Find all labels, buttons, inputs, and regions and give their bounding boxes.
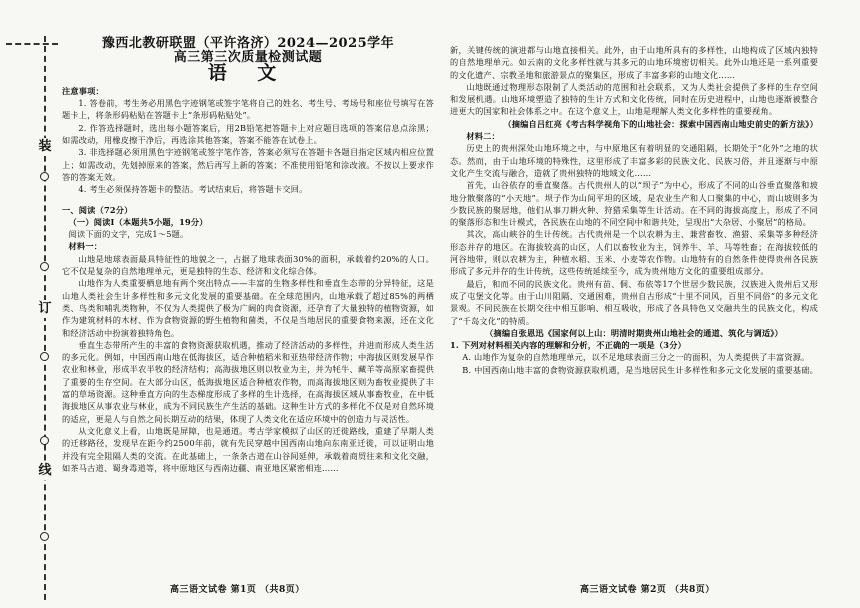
right-column	[450, 44, 818, 376]
binding-hole-icon	[40, 352, 49, 361]
passage-paragraph: 其次，高山峡谷的生计传统。古代贵州是一个以农耕为主、兼营畜牧、渔猎、采集等多种经济形态并存的地区。在海拔较高的山区，人们以畜牧业为主，饲养牛、羊、马等牲畜；在海拔较低的河谷地带，则以农耕为主，种植水稻、玉米、小麦等农作物。山地特有的自然条件使得贵州各民族形成了多元并存的生计传统，这些传统延续至今，成为贵州地方文化的重要组成部分。	[450, 229, 818, 277]
passage-paragraph: 垂直生态带所产生的丰富的食物资源获取机遇，推动了经济活动的多样性，并进而形成人类生活的多元化。例如，中国西南山地在低海拔区，适合种植稻米和亚热带经济作物；中海拔区则发展旱作农业和林业，形成半农半牧的经济结构；高海拔地区则以牧业为主，并为牦牛、藏羊等高原家畜提供了重要的生存空间。在大部分山区，低海拔地区适合种植农作物，而高海拔地区则为畜牧业提供了丰富的草场资源。这种垂直方向的生态梯度形成了多样的生计选择，在高海拔区域从事畜牧业，在中低海拔地区从事农业与林业，成为不同民族生产生活的基础。这种生计方式的多样化不仅是对自然环境的适应，更是人与自然之间长期互动的结果，体现了人类文化在适应环境中的创造力与灵活性。	[62, 339, 434, 424]
question-option: A. 山地作为复杂的自然地理单元，以不足地球表面三分之一的面积，为人类提供了丰富资源。	[462, 352, 810, 363]
passage-paragraph: 首先，山谷依存的垂直聚落。古代贵州人的以“坝子”为中心，形成了不同的山谷垂直聚落和坡地分散聚落的“小天地”。坝子作为山间平坦的区域，是农业生产和人口聚集的中心，而山坡则多为少数民族的聚居地，他们从事刀耕火种、狩猎采集等生计活动。在不同的海拔高度上，形成了不同的聚落形态和生计模式，各民族在山地的不同空间中和谐共处，呈现出“大杂居、小聚居”的格局。	[450, 180, 818, 228]
reading-instruction: 阅读下面的文字，完成1～5题。	[68, 229, 189, 240]
section-title: 一、阅读（72分）	[62, 204, 133, 215]
passage-paragraph: 历史上的贵州深处山地环境之中，与中原地区有着明显的交通阻隔，长期处于“化外”之地的状态。然而，由于山地环境的特殊性，这里形成了丰富多彩的民族文化、民族习俗，并且逐渐与中原文化产生交流与融合，造就了贵州独特的地域文化……	[450, 143, 818, 178]
page-footer-left: 高三语文试卷 第1页 （共8页）	[170, 585, 305, 595]
passage-paragraph: 山地是地球表面最具特征性的地貌之一，占据了地球表面30%的面积，承载着约20%的人口。它不仅是复杂的自然地理单元，更是独特的生态、经济和文化综合体。	[62, 253, 434, 277]
passage-paragraph: 最后，和而不同的民族文化。贵州有苗、侗、布依等17个世居少数民族，汉族进入贵州后又形成了屯堡文化等。由于山川阻隔、交通困难，贵州自古形成“十里不同风，百里不同俗”的多元文化景观。不同民族在长期交往中相互影响、相互吸收，形成了各具特色又交融共生的民族文化，构成了“千岛文化”的特质。	[450, 278, 818, 326]
exam-name-title: 高三第三次质量检测试题	[173, 50, 323, 66]
binding-top-dash	[6, 43, 58, 45]
subsection-title: （一）阅读Ⅰ（本题共5小题，19分）	[68, 216, 208, 227]
notice-item: 4. 考生必须保持答题卡的整洁。考试结束后，将答题卡交回。	[78, 184, 308, 195]
question-option: B. 中国西南山地丰富的食物资源获取机遇，是当地居民生计多样性和多元文化发展的重要基础。	[462, 364, 819, 375]
source-citation: （摘编自吕红亮《考古科学视角下的山地社会：探索中国西南山地史前史的新方法》）	[503, 118, 818, 129]
subject-title: 语 文	[207, 61, 289, 84]
binding-hole-icon	[40, 172, 49, 181]
notice-heading: 注意事项：	[62, 85, 104, 96]
binding-char-ding: 订	[36, 300, 54, 318]
exam-union-title: 豫西北教研联盟（平许洛济）2024—2025学年	[101, 36, 395, 51]
material-label: 材料二：	[466, 131, 500, 142]
material-label: 材料一：	[68, 241, 103, 252]
binding-char-xian: 线	[36, 462, 54, 480]
binding-strip	[0, 0, 62, 608]
binding-char-zhuang: 装	[36, 138, 54, 156]
passage-paragraph: 新，关键传统的演进都与山地直接相关。此外，由于山地所具有的多样性，山地构成了区域内独特的自然地理单元。如云南的文化多样性就与其多元的山地环境密切相关。此外山地还是一系列重要的文化遗产、宗教圣地和旅游景点的聚集区，形成了丰富多彩的山地文化……	[450, 45, 818, 80]
binding-cut-line	[44, 36, 46, 600]
binding-hole-icon	[40, 262, 49, 271]
notice-item: 3. 非选择题必须用黑色字迹钢笔或签字笔作答，答案必须写在答题卡各题目指定区域内相应位置上；如需改动，先划掉原来的答案，然后再写上新的答案；不准使用铅笔和涂改液。不按以上要求作答的答案无效。	[62, 147, 434, 182]
notice-item: 2. 作答选择题时，选出每小题答案后，用2B铅笔把答题卡上对应题目选项的答案信息点涂黑；如需改动，用橡皮擦干净后，再选涂其他答案，答案不能答在试卷上。	[62, 122, 434, 146]
page-footer-right: 高三语文试卷 第2页 （共8页）	[580, 585, 715, 595]
question-stem: 1. 下列对材料相关内容的理解和分析，不正确的一项是（3分）	[450, 340, 686, 351]
passage-paragraph: 从文化意义上看，山地既是屏障，也是通道。考古学家模拟了山区的迁徙路线，重建了早期人类的迁移路径，发现早在距今约2500年前，就有先民穿越中国西南山地向东南亚迁徙，可以证明山地并没有完全阻隔人类的交流。在此基础上，一条条古道在山谷间延伸，承载着商贸往来和文化交融，如茶马古道、蜀身毒道等，将中原地区与西南边疆、南亚地区紧密相连……	[62, 425, 434, 473]
passage-paragraph: 山地作为人类重要栖息地有两个突出特点——丰富的生物多样性和垂直生态带的分异特征，这是山地人类社会生计多样性和多元文化发展的重要基础。在全球范围内，山地承载了超过85%的两栖类、鸟类和哺乳类物种，不仅为人类提供了极为广阔的肉食资源，还孕育了大量独特的植物资源，如作为建筑材料的木材、作为食物资源的野生植物和菌类，不仅是当地居民的重要食物来源，还在文化和经济活动中扮演着独特角色。	[62, 278, 434, 338]
binding-hole-icon	[40, 532, 49, 541]
passage-paragraph: 山地既通过物理形态限制了人类活动的范围和社会联系，又为人类社会提供了多样的生存空间和发展机遇。山地环境塑造了独特的生计方式和文化传统，同时在历史进程中，山地也逐渐被整合进更大的国家和社会体系之中。在这个意义上，山地是理解人类文化多样性的重要视角。	[450, 81, 818, 117]
left-column	[62, 34, 434, 474]
binding-hole-icon	[40, 436, 49, 445]
notice-item: 1. 答卷前，考生务必用黑色字迹钢笔或签字笔将自己的姓名、考生号、考场号和座位号填写在答题卡上，将条形码粘贴在答题卡上“条形码粘贴处”。	[62, 98, 434, 121]
source-citation: （摘编自张恩迅《国家何以上山：明清时期贵州山地社会的通道、筑化与调适》）	[485, 327, 783, 338]
